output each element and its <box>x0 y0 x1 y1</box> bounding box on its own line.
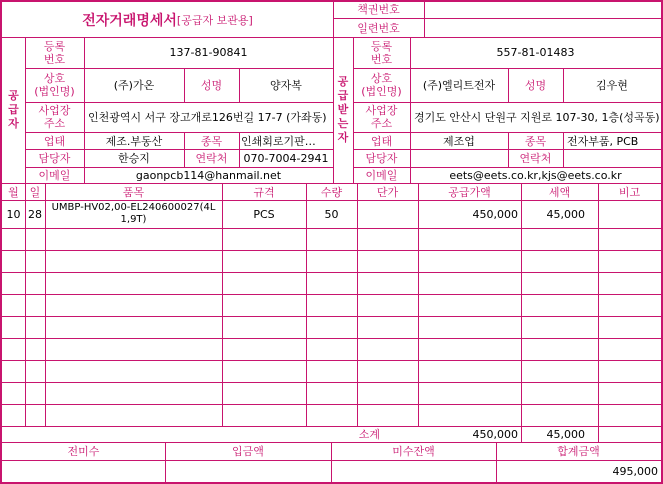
supplier-item-label: 종목 <box>200 134 223 148</box>
col-supply: 공급가액 <box>448 185 491 199</box>
col-note: 비고 <box>618 185 641 199</box>
receiver-biz: 제조업 <box>443 134 475 148</box>
receiver-tel <box>563 149 661 167</box>
row-qty: 50 <box>324 207 339 221</box>
row-item-name: UMBP-HV02,00-EL240600027(4L 1,9T) <box>51 202 216 225</box>
supplier-person: 한승지 <box>118 152 150 165</box>
receiver-tel-label: 연락처 <box>519 152 552 165</box>
receiver-rep-label: 성명 <box>524 79 547 92</box>
prior-balance-label: 전미수 <box>67 445 100 458</box>
row-note <box>598 200 661 228</box>
receiver-name-label: 상호 (법인명) <box>361 72 402 98</box>
book-number-label: 책권번호 <box>357 3 400 16</box>
supplier-reg-number: 137-81-90841 <box>169 46 248 59</box>
side-char: 는 <box>337 117 349 130</box>
unpaid-balance-value <box>331 460 496 482</box>
serial-number-field[interactable] <box>424 18 661 37</box>
col-item: 품목 <box>122 185 145 199</box>
col-tax: 세액 <box>548 185 571 199</box>
receiver-person-label: 담당자 <box>365 152 398 165</box>
side-char: 급 <box>8 103 19 116</box>
receiver-item: 전자부품, PCB <box>567 134 639 148</box>
side-char: 급 <box>337 89 349 102</box>
supplier-biz: 제조.부동산 <box>105 134 163 148</box>
receiver-name: (주)엘리트전자 <box>422 79 496 92</box>
receiver-reg-number: 557-81-01483 <box>496 46 575 59</box>
serial-number-label: 일련번호 <box>357 21 400 35</box>
prior-balance-value <box>2 460 165 482</box>
subtotal-label: 소계 <box>358 428 380 441</box>
supplier-tel-label: 연락처 <box>195 152 228 165</box>
receiver-addr-label: 사업장 주소 <box>365 104 398 130</box>
side-char: 공 <box>337 75 349 88</box>
supplier-tel: 070-7004-2941 <box>243 151 329 165</box>
supplier-email: gaonpcb114@hanmail.net <box>135 168 282 182</box>
supplier-rep-label: 성명 <box>200 79 223 92</box>
document-title <box>2 2 333 37</box>
col-qty: 수량 <box>320 185 343 199</box>
supplier-name: (주)가온 <box>113 79 155 92</box>
supplier-person-label: 담당자 <box>38 152 71 165</box>
side-char: 자 <box>337 131 349 144</box>
side-char: 공 <box>8 89 19 102</box>
supplier-biz-label: 업태 <box>43 134 66 148</box>
receiver-item-label: 종목 <box>524 134 547 148</box>
receiver-email: eets@eets.co.kr,kjs@eets.co.kr <box>449 168 622 182</box>
receiver-address: 경기도 안산시 단원구 지원로 107-30, 1층(성곡동) <box>414 110 660 124</box>
side-char: 받 <box>337 103 349 116</box>
receiver-email-label: 이메일 <box>365 169 398 182</box>
supplier-addr-label: 사업장 주소 <box>38 104 71 130</box>
deposit-value <box>165 460 331 482</box>
subtotal-supply: 450,000 <box>472 427 518 441</box>
book-number-field[interactable] <box>424 0 661 18</box>
unpaid-balance-label: 미수잔액 <box>392 445 435 458</box>
supplier-rep: 양자복 <box>270 79 302 92</box>
title-text: 전자거래명세서 <box>82 12 177 29</box>
col-day: 일 <box>29 185 41 199</box>
receiver-person <box>410 149 508 167</box>
receiver-biz-label: 업태 <box>370 134 393 148</box>
total-amount-value: 495,000 <box>612 464 658 478</box>
side-char: 자 <box>8 117 19 130</box>
row-spec: PCS <box>253 207 275 221</box>
receiver-rep: 김우현 <box>596 79 628 92</box>
supplier-email-label: 이메일 <box>38 169 71 182</box>
title-note: [공급자 보관용] <box>176 13 253 27</box>
col-spec: 규격 <box>253 185 275 199</box>
supplier-reg-label: 등록 번호 <box>43 39 66 66</box>
supplier-name-label: 상호 (법인명) <box>34 72 75 98</box>
row-price <box>357 200 418 228</box>
receiver-side-label <box>333 37 353 183</box>
supplier-address: 인천광역시 서구 장고개로126번길 17-7 (가좌동) <box>88 110 327 124</box>
subtotal-tax: 45,000 <box>546 427 585 441</box>
row-supply: 450,000 <box>472 207 518 221</box>
supplier-side-label <box>2 37 25 183</box>
row-month: 10 <box>6 207 21 221</box>
row-day: 28 <box>28 207 42 221</box>
total-amount-label: 합계금액 <box>557 445 600 458</box>
receiver-reg-label: 등록 번호 <box>370 39 393 66</box>
row-tax: 45,000 <box>546 207 585 221</box>
col-month: 월 <box>8 185 19 199</box>
col-price: 단가 <box>376 185 399 199</box>
supplier-item: 인쇄회로기판… <box>241 134 316 148</box>
deposit-label: 입금액 <box>232 445 264 458</box>
